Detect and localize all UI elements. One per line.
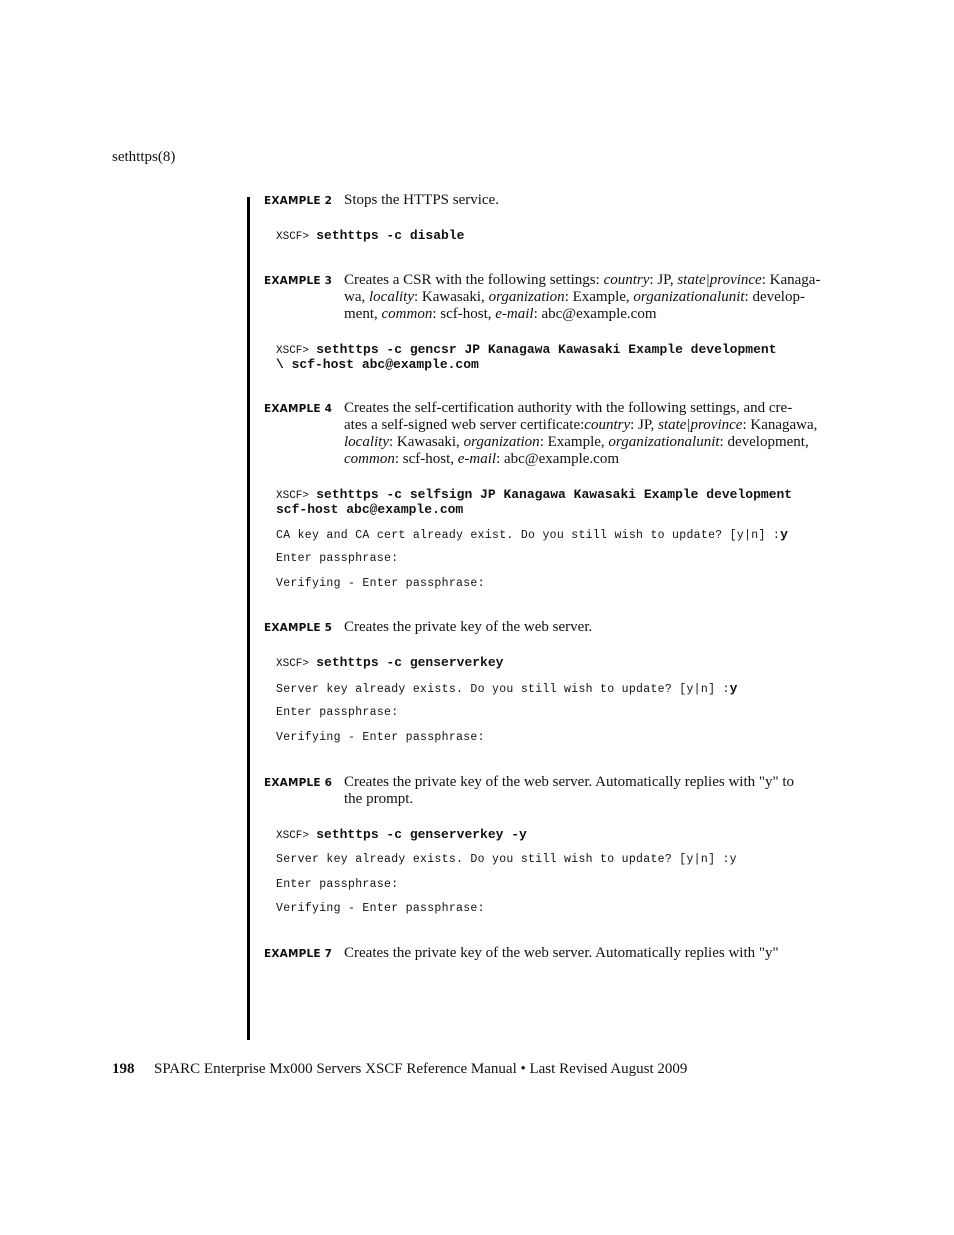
example-6-output-line-3: Verifying - Enter passphrase:: [276, 902, 485, 915]
example-2-label: EXAMPLE 2: [264, 195, 333, 207]
running-header: sethttps(8): [112, 149, 176, 165]
section-rule: [247, 197, 250, 1040]
command-text: sethttps -c selfsign JP Kanagawa Kawasaki Example development: [316, 487, 793, 502]
page-number: 198: [112, 1061, 135, 1077]
command-prompt: XSCF>: [276, 658, 310, 670]
footer-title: SPARC Enterprise Mx000 Servers XSCF Reference Manual • Last Revised August 2009: [154, 1061, 688, 1077]
example-6-description: Creates the private key of the web server. Automatically replies with "y" to the prompt.: [344, 774, 795, 807]
example-4-output-line-1: CA key and CA cert already exist. Do you still wish to update? [y|n] :y: [276, 527, 789, 542]
example-5-output-line-3: Verifying - Enter passphrase:: [276, 731, 485, 744]
example-4-output-line-3: Verifying - Enter passphrase:: [276, 577, 485, 590]
command-prompt: XSCF>: [276, 830, 310, 842]
example-4-command: [276, 488, 792, 517]
example-4-label: EXAMPLE 4: [264, 403, 333, 415]
example-7-description: Creates the private key of the web server. Automatically replies with "y": [344, 945, 779, 961]
example-3-label: EXAMPLE 3: [264, 275, 333, 287]
command-text: sethttps -c disable: [316, 228, 465, 243]
example-7-label: EXAMPLE 7: [264, 948, 333, 960]
example-3-command: [276, 343, 777, 372]
command-text: sethttps -c genserverkey: [316, 655, 504, 670]
example-3-description: Creates a CSR with the following settings: country: JP, state|province: Kanaga- wa, locality: Kawasaki, organization: Example, organizationalunit: develop- ment, common: scf-host, e-mail: abc@example.com: [344, 272, 821, 322]
command-text: sethttps -c genserverkey -y: [316, 827, 527, 842]
example-5-output-line-2: Enter passphrase:: [276, 706, 399, 719]
command-prompt: XSCF>: [276, 345, 310, 357]
example-4-description: Creates the self-certification authority with the following settings, and cre- ates a self-signed web server certificate:country: JP, state|province: Kanagawa, locality: Kawasaki, organization: Example, organizationalunit: development, common: scf-host, e-mail: abc@example.com: [344, 400, 818, 467]
example-6-label: EXAMPLE 6: [264, 777, 333, 789]
example-5-label: EXAMPLE 5: [264, 622, 333, 634]
example-2-command: [276, 229, 464, 244]
command-prompt: XSCF>: [276, 490, 310, 502]
command-text: sethttps -c gencsr JP Kanagawa Kawasaki Example development: [316, 342, 777, 357]
example-5-output-line-1: Server key already exists. Do you still wish to update? [y|n] :y: [276, 681, 738, 696]
example-5-description: Creates the private key of the web server.: [344, 619, 593, 635]
command-text-continued: \ scf-host abc@example.com: [276, 357, 479, 372]
example-6-output-line-2: Enter passphrase:: [276, 878, 399, 891]
example-6-command: [276, 828, 527, 843]
command-text-continued: scf-host abc@example.com: [276, 502, 464, 517]
command-prompt: XSCF>: [276, 231, 310, 243]
example-5-command: [276, 656, 503, 671]
example-2-description: Stops the HTTPS service.: [344, 192, 499, 208]
user-answer: y: [780, 527, 789, 542]
example-6-output-line-1: Server key already exists. Do you still wish to update? [y|n] :y: [276, 853, 737, 866]
example-4-output-line-2: Enter passphrase:: [276, 552, 399, 565]
user-answer: y: [729, 681, 738, 696]
